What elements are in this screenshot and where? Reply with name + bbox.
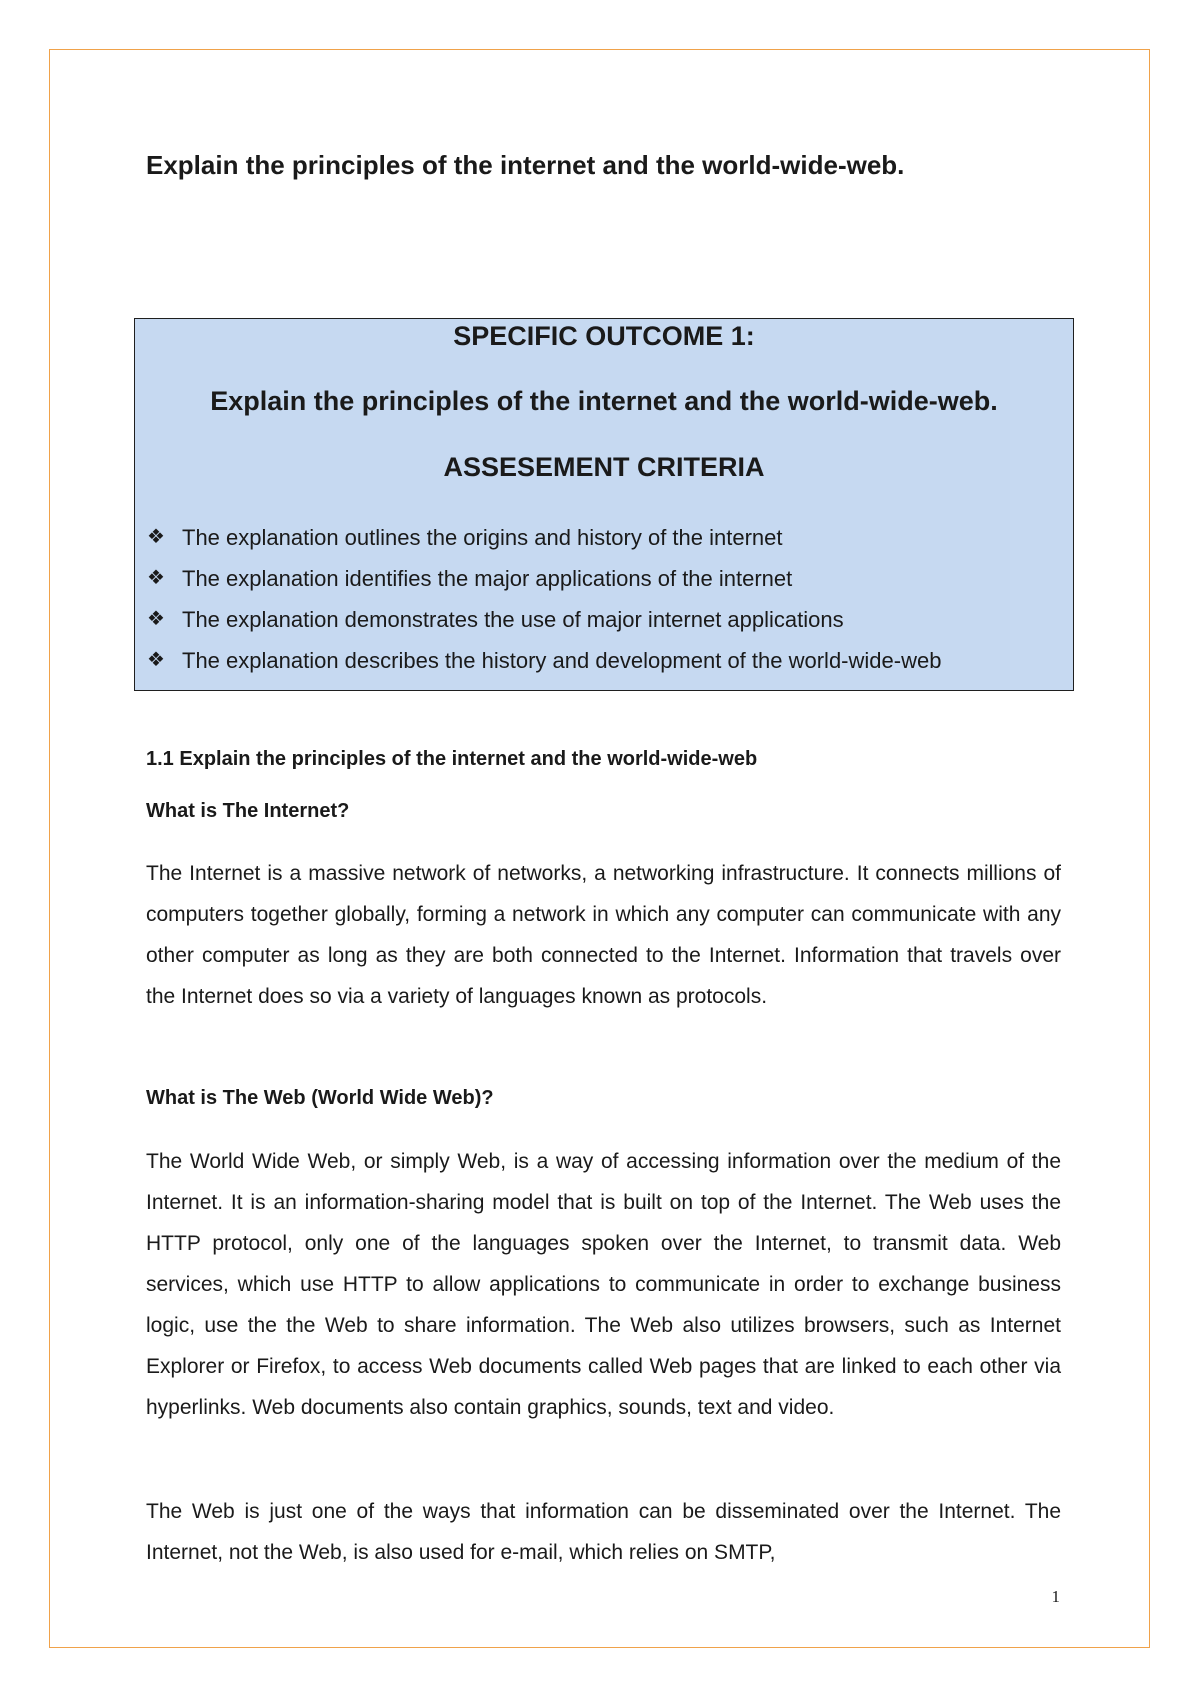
closing-paragraph: The Web is just one of the ways that information can be disseminated over the Internet. The Internet, not the Web, is also used for e-mail, which relies on SMTP, [146, 1500, 1061, 1564]
criteria-item [135, 599, 1073, 640]
diamond-bullet-icon: ❖ [147, 526, 165, 548]
criteria-text: The explanation identifies the major applications of the internet [182, 566, 793, 591]
diamond-bullet-icon: ❖ [147, 567, 165, 589]
document-title: Explain the principles of the internet and the world-wide-web. [146, 150, 905, 180]
diamond-bullet-icon: ❖ [147, 649, 165, 671]
assessment-criteria-title: ASSESEMENT CRITERIA [443, 452, 765, 482]
section-heading: 1.1 Explain the principles of the internet and the world-wide-web [146, 748, 758, 770]
internet-question-heading: What is The Internet? [146, 800, 350, 822]
outcome-subtitle: Explain the principles of the internet and the world-wide-web. [210, 386, 998, 416]
criteria-text: The explanation outlines the origins and history of the internet [182, 525, 783, 550]
diamond-bullet-icon: ❖ [147, 608, 165, 630]
web-question-heading: What is The Web (World Wide Web)? [146, 1087, 494, 1109]
criteria-item [135, 558, 1073, 599]
criteria-item [135, 517, 1073, 558]
criteria-item [135, 640, 1073, 681]
criteria-text: The explanation describes the history and development of the world-wide-web [182, 648, 942, 673]
outcome-heading: SPECIFIC OUTCOME 1: [453, 321, 755, 351]
web-paragraph: The World Wide Web, or simply Web, is a way of accessing information over the medium of the Internet. It is an information-sharing model that is built on top of the Internet. The Web uses the HTTP protocol, only one of the languages spoken over the Internet, to transmit data. Web services, which use HTTP to allow applications to communicate in order to exchange business logic, use the the Web to share information. The Web also utilizes browsers, such as Internet Explorer or Firefox, to access Web documents called Web pages that are linked to each other via hyperlinks. Web documents also contain graphics, sounds, text and video. [146, 1150, 1061, 1419]
specific-outcome-box [134, 318, 1074, 691]
criteria-text: The explanation demonstrates the use of major internet applications [182, 607, 844, 632]
internet-paragraph: The Internet is a massive network of networks, a networking infrastructure. It connects millions of computers together globally, forming a network in which any computer can communicate with any other computer as long as they are both connected to the Internet. Information that travels over the Internet does so via a variety of languages known as protocols. [146, 862, 1061, 1008]
page-number: 1 [1051, 1587, 1060, 1606]
assessment-criteria-list [135, 517, 1073, 681]
